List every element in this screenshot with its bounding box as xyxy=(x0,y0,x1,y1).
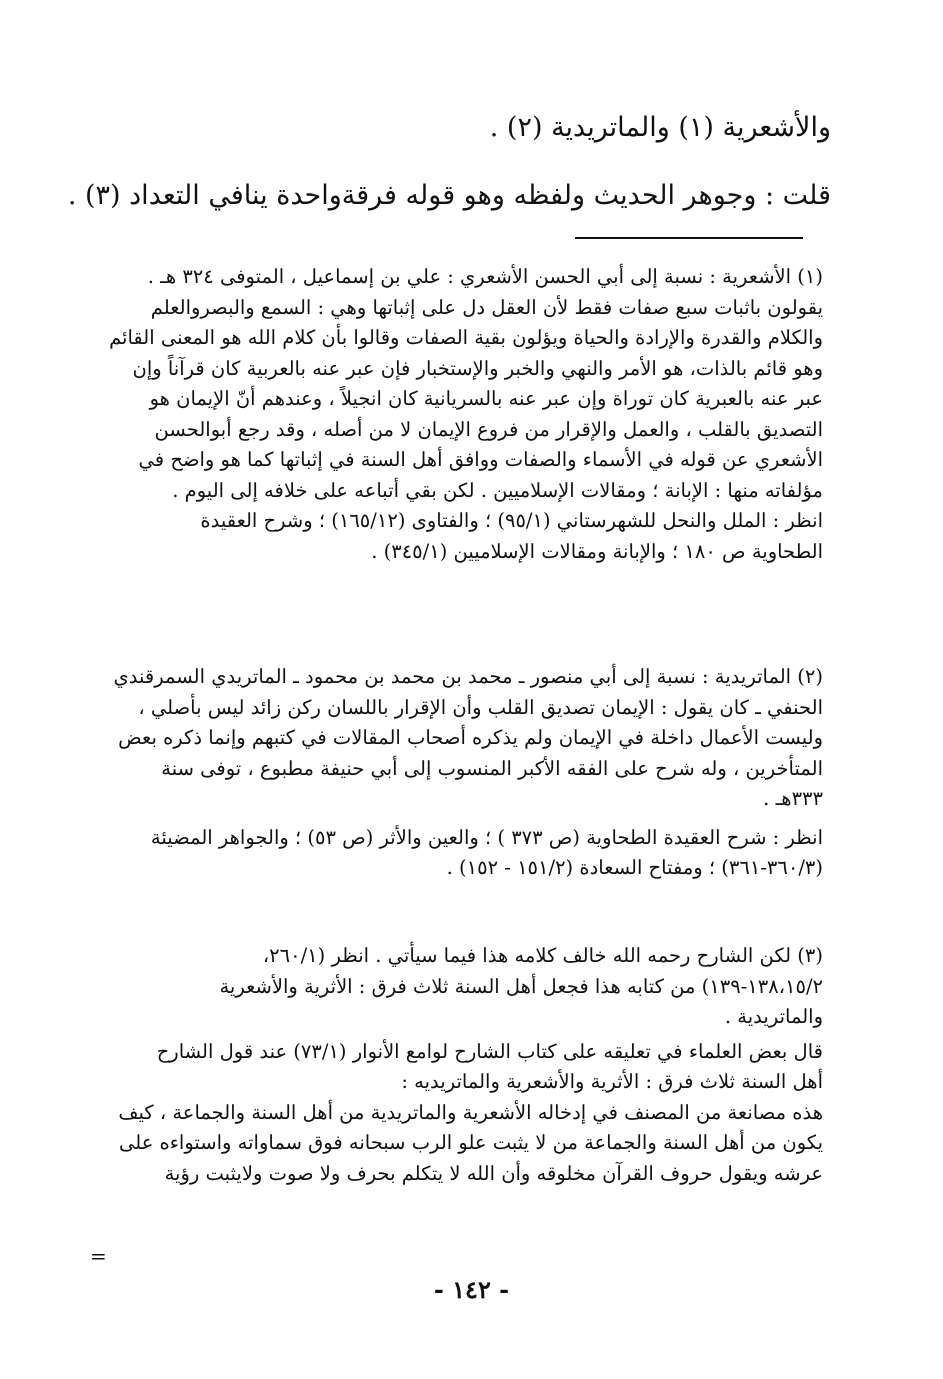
footnote-3-line: ١٣٨،١٥/٢-١٣٩) من كتابه هذا فجعل أهل السنة ثلاث فرق : الأثرية والأشعرية xyxy=(219,974,823,998)
footnote-1-line: (١) الأشعرية : نسبة إلى أبي الحسن الأشعري : علي بن إسماعيل ، المتوفى ٣٢٤ هـ . xyxy=(147,265,823,288)
footnote-2-line: ٣٣٣هـ . xyxy=(763,787,823,810)
footnote-1-line: انظر : الملل والنحل للشهرستاني (٩٥/١) ؛ والفتاوى (١٦٥/١٢) ؛ وشرح العقيدة xyxy=(200,509,823,532)
main-text-line-2: قلت : وجوهر الحديث ولفظه وهو قوله فرقةواحدة ينافي التعداد (٣) . xyxy=(67,180,831,211)
page-number: - ١٤٢ - xyxy=(433,1275,510,1304)
footnote-2-line: انظر : شرح العقيدة الطحاوية (ص ٣٧٣ ) ؛ والعين والأثر (ص ٥٣) ؛ والجواهر المضيئة xyxy=(150,825,823,849)
footnote-2-line: (٣٦٠/٣-٣٦١) ؛ ومفتاح السعادة (١٥١/٢ - ١٥٢) . xyxy=(446,856,823,879)
footnote-3-line: هذه مصانعة من المصنف في إدخاله الأشعرية والماتريدية من أهل السنة والجماعة ، كيف xyxy=(118,1100,823,1124)
footnote-2-line: المتأخرين ، وله شرح على الفقه الأكبر المنسوب إلى أبي حنيفة مطبوع ، توفى سنة xyxy=(161,756,823,780)
footnote-1 xyxy=(90,262,823,567)
footnote-1-line: وهو قائم بالذات، هو الأمر والنهي والخبر والإستخبار فإن عبر عنه بالعربية كان قرآناً وإن xyxy=(132,356,823,380)
footnote-1-line: الأشعري عن قوله في الأسماء والصفات ووافق أهل السنة في إثباتها كما هو واضح في xyxy=(138,448,823,471)
footnote-1-line: عبر عنه بالعبرية كان توراة وإن عبر عنه بالسريانية كان انجيلاً ، وعندهم أنّ الإيمان هو xyxy=(149,387,823,410)
footnote-3 xyxy=(90,941,823,1189)
footnote-3-line: (٣) لكن الشارح رحمه الله خالف كلامه هذا فيما سيأتي . انظر (٢٦٠/١، xyxy=(262,944,823,967)
footnote-3-line: قال بعض العلماء في تعليقه على كتاب الشارح لوامع الأنوار (٧٣/١) عند قول الشارح xyxy=(156,1039,823,1063)
footnote-1-line: والكلام والقدرة والإرادة والحياة ويؤلون بقية الصفات وقالوا بأن كلام الله هو المعنى القائم xyxy=(109,326,823,349)
footnote-2 xyxy=(90,662,823,884)
continuation-mark: = xyxy=(90,1244,107,1268)
footnote-3-line: والماتريدية . xyxy=(724,1005,823,1028)
footnote-1-line: التصديق بالقلب ، والعمل والإقرار من فروع الإيمان لا من أصله ، وقد رجع أبوالحسن xyxy=(154,417,823,441)
footnote-separator xyxy=(575,237,803,239)
footnote-3-line: عرشه ويقول حروف القرآن مخلوقه وأن الله لا يتكلم بحرف ولا صوت ولايثبت رؤية xyxy=(164,1161,823,1185)
footnote-1-line: يقولون باثبات سبع صفات فقط لأن العقل دل على إثباتها وهي : السمع والبصروالعلم xyxy=(150,295,823,319)
main-text-line-1: والأشعرية (١) والماتريدية (٢) . xyxy=(489,112,831,143)
footnote-1-line: مؤلفاته منها : الإبانة ؛ ومقالات الإسلاميين . لكن بقي أتباعه على خلافه إلى اليوم . xyxy=(172,478,823,502)
footnote-3-line: أهل السنة ثلاث فرق : الأثرية والأشعرية والماتريديه : xyxy=(401,1070,823,1093)
footnote-3-line: يكون من أهل السنة والجماعة من لا يثبت علو الرب سبحانه فوق سماواته واستواءه على xyxy=(119,1131,823,1154)
footnote-2-line: وليست الأعمال داخلة في الإيمان ولم يذكره أصحاب المقالات في كتبهم وإنما ذكره بعض xyxy=(118,726,823,749)
footnote-2-line: (٢) الماتريدية : نسبة إلى أبي منصور ـ محمد بن محمد بن محمود ـ الماتريدي السمرقندي xyxy=(113,665,823,688)
footnote-2-line: الحنفي ـ كان يقول : الإيمان تصديق القلب وأن الإقرار باللسان ركن زائد ليس بأصلي ، xyxy=(138,695,823,719)
footnote-1-line: الطحاوية ص ١٨٠ ؛ والإبانة ومقالات الإسلاميين (٣٤٥/١) . xyxy=(371,539,823,563)
